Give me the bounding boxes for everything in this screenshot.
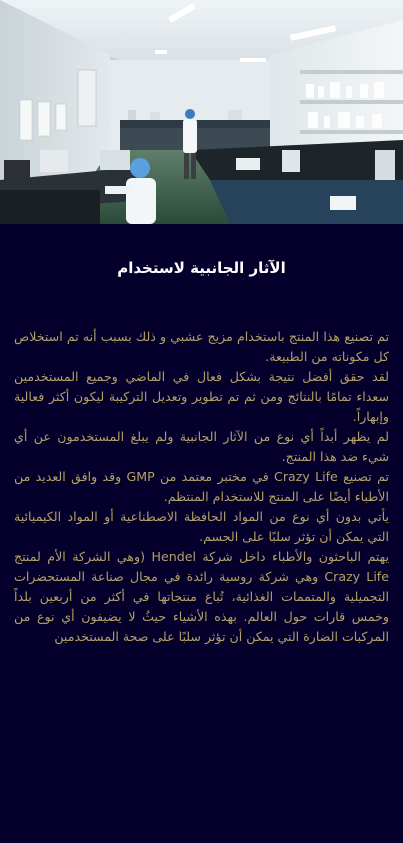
paragraph: يأتي بدون أي نوع من المواد الحافظة الاصطناعية أو المواد الكيميائية التي يمكن أن تؤثر سلبًا على الجسم.	[14, 509, 389, 544]
section-body	[14, 327, 389, 647]
paragraph: لم يظهر أبداً أي نوع من الآثار الجانبية ولم يبلغ المستخدمون عن أي شيء ضد هذا المنتج.	[14, 429, 389, 464]
laboratory-photo-icon	[0, 0, 403, 224]
paragraph: يهتم الباحثون والأطباء داخل شركة Hendel (وهي الشركة الأم لمنتج Crazy Life وهي شركة روسية رائدة في مجال صناعة المستحضرات التجميلية والمتممات الغذائية، تُباع منتجاتها في أكثر من أربعين بلداً وخمس قارات حول العالم. بهذه الأشياء حيثُ لا يضيفون أي نوع من المركبات الضارة التي يمكن أن تؤثر سلبًا على صحة المستخدمين	[14, 549, 389, 644]
section-title: الآثار الجانبية لاستخدام	[117, 259, 286, 277]
paragraph: تم تصنيع هذا المنتج باستخدام مزيج عشبي و ذلك بسبب أنه تم استخلاص كل مكوناته من الطبيعة.	[14, 329, 389, 364]
hero-image	[0, 0, 403, 224]
paragraph: تم تصنيع Crazy Life في مختبر معتمد من GMP وقد وافق العديد من الأطباء أيضًا على المنتج للاستخدام المنتظم.	[14, 469, 389, 504]
side-effects-section	[0, 224, 403, 843]
paragraph: لقد حقق أفضل نتيجة بشكل فعال في الماضي وجميع المستخدمين سعداء تمامًا بالنتائج ومن ثم تم تطوير وتعديل التركيبة ليكون أكثر فعالية وإبهاراً.	[14, 369, 389, 424]
